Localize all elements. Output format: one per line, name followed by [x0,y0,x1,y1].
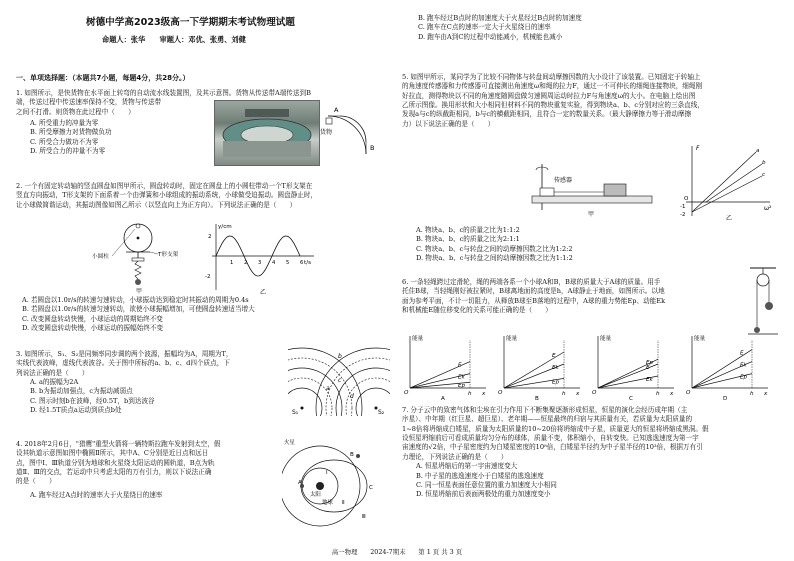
h-label: h [656,391,660,397]
q5-line: 发现a与c的纵截距相同，b与c的横截距相同，且符合一定的数量关系。（最大静摩擦力等于滑动摩擦 [402,110,692,119]
point-d: d [350,393,354,400]
question-3 [16,350,306,416]
q4-line: 设其轨道示意图如图中椭圆Ⅱ所示，其中A、C分别是近日点和远日 [16,449,209,458]
tick-label: 1 [230,260,234,266]
question-6 [402,278,762,315]
question-4 [16,440,306,500]
q4-line: 点，图中Ⅰ、Ⅲ轨道分别为地球和火星绕太阳运动的圆轨道，B点为轨 [16,458,215,467]
tick-label: 2 [244,260,248,266]
label-b: B [370,144,375,152]
q3-option: A. a的振幅为2A [30,378,79,387]
energy-line-label: Ep [646,360,654,367]
q5-options [402,226,780,263]
q7-line: 1~8倍将坍缩成白矮星，质量为太阳质量的10~20倍将坍缩成中子星，质量更大的恒星将坍缩成黑洞。假 [402,424,709,433]
question-5 [402,73,780,129]
q6-line: 面为参考平面，不计一切阻力，从释放B球至B落地的过程中，A球的重力势能Ep、动能Ek [402,296,666,305]
x-label: x [482,391,486,397]
orbit-diagram [282,434,392,530]
origin-label: O [404,390,409,396]
energy-axis-label: 能量 [694,336,706,342]
energy-line-label: Ep [740,374,748,381]
q4-option: B. 跑车经过B点时的加速度大于火星经过B点时的加速度 [418,14,582,22]
q5-line: 的角速度传感器和力传感器可直接测出角速度ω和绳的拉力F，通过一不可伸长的细绳连接物块，细绳刚 [402,82,703,91]
page-footer: 高一物理 2024-7期末 第 1 页 共 3 页 [331,548,463,556]
q3-option: B. b为振动加强点，c为振动减弱点 [30,387,133,396]
energy-line-label: Ep [552,379,560,386]
q3-option: D. 经1.5T质点a运动到质点b处 [30,406,122,415]
label-sensor: 传感器 [554,177,573,184]
q1-option: C. 所受合力做功不为零 [30,137,99,146]
question-2 [16,182,390,210]
q2-option: B. 若圆盘以1.0r/s的转速匀速转动，欲使小球振幅增加，可使圆盘转速适当增大 [22,305,255,314]
x-label: x [764,391,768,397]
orbit-3-label: Ⅲ [362,514,366,520]
question-7 [402,406,780,500]
label-a: A [334,106,339,114]
q2-line: 2. 一个有固定转动轴的竖直圆盘如图甲所示，圆盘转动时，固定在圆盘上的小圆柱带动一个T形支架在 [16,182,313,190]
q1-option: B. 所受摩擦力对货物做负功 [30,128,112,137]
pulley-diagram [748,264,778,340]
graph-option-letter: B [535,396,539,400]
q4-line: 的是（ ） [16,477,56,486]
label-sun: 太阳 [310,492,321,498]
graph-option-letter: A [441,396,445,400]
q7-line: 宙速度的√2倍，中子星密度约为白矮星密度的10⁸倍，白矮星半径约为中子星半径的10³倍，根据万有引 [402,443,703,452]
q6-line: 6. 一条轻绳跨过定滑轮，绳的两端各系一个小球A和B，B球的质量大于A球的质量。用手 [402,278,661,286]
left-column [16,0,390,561]
q5-option: D. 物块a、b、c与转盘之间的动摩擦因数之比为1:1:2 [416,254,573,263]
q1-line: 端，传送过程中传送速率保持不变，货物与传送带 [16,98,162,107]
q7-line: 力理论，下列说法正确的是（ ） [402,452,508,461]
q3-line: 3. 如图所示，S₁、S₂是同频率同步调的两个波源，振幅均为A，周期为T， [16,350,233,358]
q4-option-a: A. 跑车经过A点时的速率大于火星绕日的速率 [30,490,163,499]
graph-option-letter: D [723,396,728,400]
q2-line: 竖直方向振动，T形支架的下面系着一个由弹簧和小球组成的振动系统，小球做受迫振动。圆盘静止时， [16,191,318,200]
q2-option: A. 若圆盘以1.0r/s的转速匀速转动，小球振动达到稳定时其振动的周期为0.4s [22,296,249,304]
section-heading: 一、单项选择题：（本题共7小题，每题4分，共28分。） [16,74,190,82]
q5-option: A. 物块a、b、c的质量之比为1:1:2 [416,226,520,234]
tick-label: 3 [258,260,262,266]
q5-option: C. 物块a、b、c与转盘之间的动摩擦因数之比为1:2:2 [416,244,573,253]
q7-option: C. 同一恒星表面任意位置的重力加速度大小相同 [416,480,557,489]
origin-label: O [684,196,689,202]
force-graph [670,142,774,220]
graph-option-letter: C [629,396,633,400]
label-mars: 火星 [284,440,295,446]
q7-option: B. 中子星的逃逸速度小于白矮星的逃逸速度 [416,471,544,480]
energy-axis-label: 能量 [412,336,424,342]
label-jia: 甲 [588,211,595,218]
y-max-label: 2 [208,234,212,240]
label-yi: 乙 [726,215,733,220]
q2-options [16,296,390,333]
energy-graphs [402,330,780,400]
energy-line-label: Ek [646,377,653,383]
x-axis-label: t/s [304,260,311,266]
origin-label: O [498,390,503,396]
h-label: h [750,391,754,397]
q4-option: D. 跑车由A到C的过程中动能减小，机械能也减小 [418,32,563,41]
orbit-point-a: A [298,480,302,486]
label-jia: 甲 [136,288,143,294]
axis-f-label: F [696,145,700,152]
orbit-2-label: Ⅱ [342,500,345,506]
orbit-point-b: B [350,452,354,458]
line-a-label: a [756,148,760,154]
q1-line: 1. 如图所示，是快货物在水平面上转弯的自动流水线装置图，及其示意图。货物从传送带A端传送到B [16,89,311,97]
point-c: c [338,377,342,384]
q2-option: D. 改变圆盘转动快慢，小球运动的振幅始终不变 [22,324,164,333]
exam-title: 树德中学高2023级高一下学期期末考试物理试题 [86,17,295,28]
origin-label: O [592,390,597,396]
point-a: a [326,385,330,392]
q7-line: 7. 分子云中的致密气体和尘埃在引力作用下不断集聚逐渐形成恒星，恒星的演化会经历成年期（主 [402,406,688,414]
label-cargo: 货物 [320,129,333,136]
y-axis-label: y/cm [218,224,232,230]
cargo-box [326,118,332,124]
y-min-label: -2 [205,274,211,280]
intercept-minus-1: -1 [680,204,686,210]
turntable-diagram [528,160,658,218]
q1-option: A. 所受重力的冲量为零 [30,119,99,128]
right-column [402,0,780,561]
wave-interference-diagram [288,346,390,416]
q2-option: C. 改变圆盘转动快慢，小球运动的周期始终不变 [22,314,163,323]
line-c-label: c [762,172,766,178]
q3-line: 列说法正确的是（ ） [16,368,89,377]
q4-continued [408,14,780,42]
x-label: x [576,391,580,397]
q7-option: D. 恒星坍缩前后表面两极处的重力加速度变小 [416,490,551,499]
q6-line: 和机械能E随位移变化的关系可能正确的是（ ） [402,306,552,315]
q7-option: A. 恒星坍缩后的第一宇宙速度变大 [416,462,518,471]
energy-line-label: E [646,365,650,371]
q2-line: 让小球做简谐运动，其振动图像如图乙所示（以竖直向上为正方向）。下列说法正确的是（ ） [16,200,297,209]
q5-line: 乙所示图像。换用形状和大小相同但材料不同的物块重复实验，得到物块a、b、c分别对应的三条直线， [402,101,704,110]
energy-axis-label: 能量 [506,336,518,342]
tick-label: 4 [272,260,276,266]
x-label: x [670,391,674,397]
q5-option: B. 物块a、b、c的质量之比为2:1:1 [416,235,520,244]
authors-line: 命题人：张华 审题人：邓优、张勇、刘健 [102,35,246,44]
energy-line-label: Ep [458,383,466,390]
energy-line-label: E [552,353,556,359]
h-label: h [562,391,566,397]
q6-line: 托住B球，当轻绳刚好被拉紧时，B球离地面的高度是h，A球静止于地面，如图所示。以地 [402,287,665,296]
label-small-cylinder: 小圆柱 [92,254,109,260]
q5-line: 好拉直，测得物块以不同的角速度随圆盘做匀速圆周运动时拉力F与角速度ω的大小。在电脑上绘出图 [402,91,696,100]
disc-spring-diagram [46,222,206,294]
source-s2: S₂ [378,409,385,416]
q7-line: 序星）、中年期（红巨星、超巨星）、老年期——恒星最终的归宿与其质量有关，若质量为太阳质量的 [402,415,693,424]
q3-line: 实线代表波峰，虚线代表波谷。关于图中所标的a、b、c、d四个质点，下 [16,359,230,368]
label-yi: 乙 [260,289,267,296]
q1-line: 之间不打滑。则货物在此过程中（ ） [16,107,135,116]
energy-line-label: Ek [740,362,747,369]
energy-graphs-svg [402,330,780,400]
vibration-graph [204,220,320,296]
q5-line: 力）以下说法正确的是（ ） [402,119,495,128]
h-label: h [468,391,472,397]
tick-label: 6 [300,260,304,266]
q1-option: D. 所受合力的冲量不为零 [30,147,106,156]
q4-option: C. 跑车在C点的速率一定大于火星绕日的速率 [418,23,551,32]
point-b: b [338,353,342,360]
tick-label: 5 [286,260,290,266]
conveyor-photo [214,100,320,166]
intercept-minus-2: -2 [680,212,686,218]
energy-line-label: Ek [552,365,559,371]
orbit-point-c: C [369,485,373,491]
origin-label: O [686,390,691,396]
axis-omega-label: ω² [764,205,772,212]
q4-line: 道Ⅱ、Ⅲ的交点，若运动中只考虑太阳的万有引力，则以下说法正确 [16,468,212,477]
label-earth: 地球 [322,500,333,506]
block [604,184,626,196]
orbit-1-label: Ⅰ [326,470,328,476]
q4-line: 4. 2018年2月6日，"猎鹰"重型火箭将一辆特斯拉跑车发射到太空，假 [16,440,221,448]
source-s1: S₁ [292,409,299,416]
q3-option: C. 图示时刻b在波峰，经0.5T，b到达波谷 [30,396,155,405]
q7-line: 设恒星坍缩前后可看成质量均匀分布的球体，质量不变，体积缩小，自转变快。已知逃逸速度为第一宇 [402,434,699,443]
q5-line: 5. 如图甲所示，某同学为了比较不同物体与转盘间动摩擦因数的大小设计了该装置。已知固定于转轴上 [402,73,701,81]
energy-line-label: Ek [458,374,465,381]
energy-line-label: E [740,350,744,357]
conveyor-diagram [320,98,386,168]
energy-axis-label: 能量 [600,336,612,342]
line-b-label: b [762,160,766,166]
energy-line-label: E [458,362,462,369]
label-t-bracket: T形支架 [158,252,179,258]
